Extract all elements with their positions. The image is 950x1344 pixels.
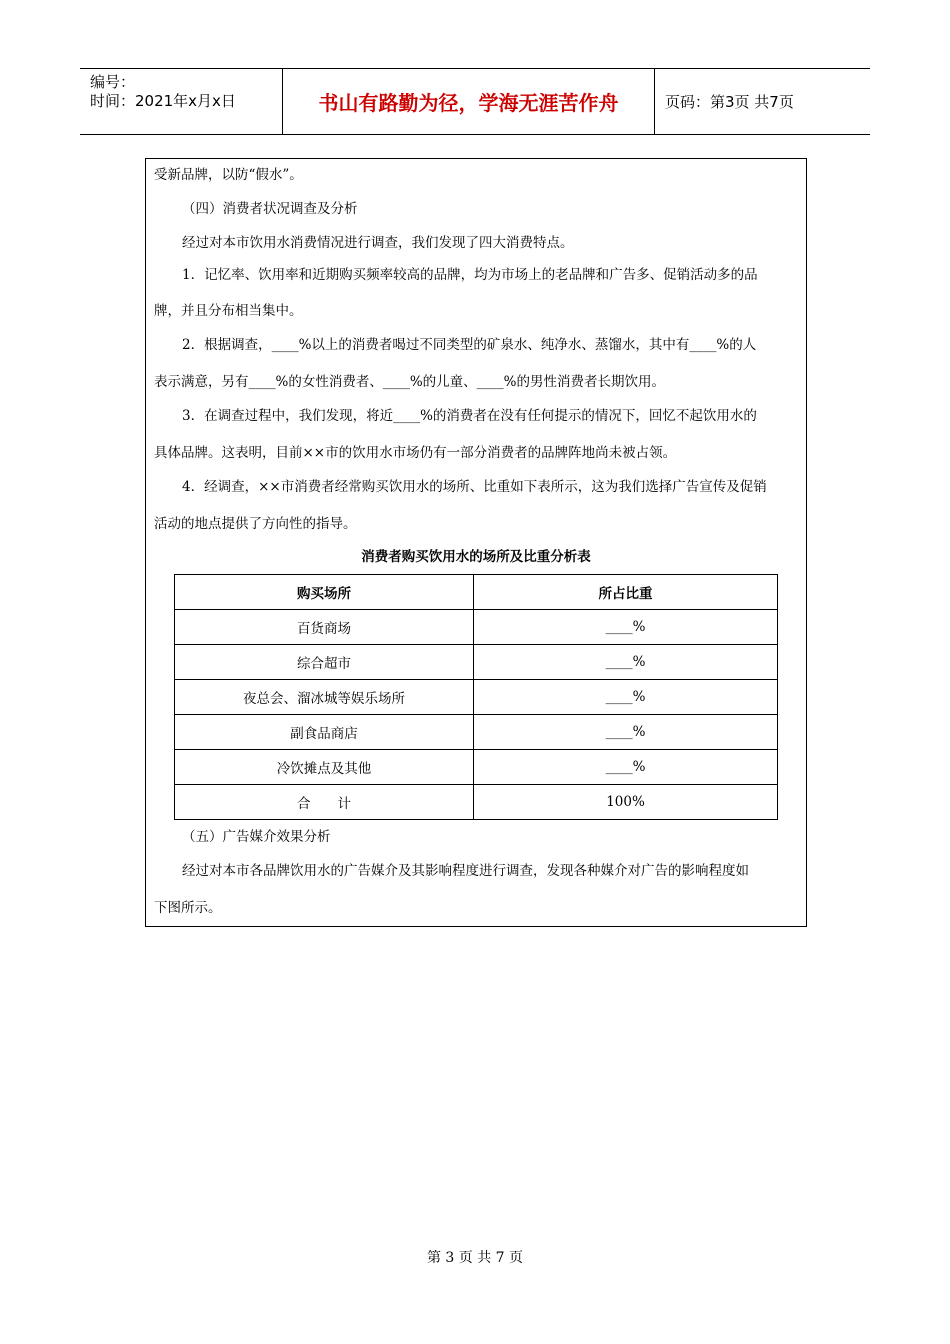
header-page-info: 页码：第3页 共7页 <box>665 93 794 111</box>
paragraph: 1．记忆率、饮用率和近期购买频率较高的品牌，均为市场上的老品牌和广告多、促销活动多的品 <box>182 267 758 283</box>
content-frame <box>145 158 807 927</box>
page-footer: 第 3 页 共 7 页 <box>426 1250 524 1266</box>
share-cell: ____% <box>474 750 778 785</box>
paragraph: 2．根据调查，____%以上的消费者喝过不同类型的矿泉水、纯净水、蒸馏水，其中有____%的人 <box>182 337 757 353</box>
paragraph: 表示满意，另有____%的女性消费者、____%的儿童、____%的男性消费者长期饮用。 <box>154 374 665 390</box>
share-cell: ____% <box>474 680 778 715</box>
header-meta <box>80 69 282 134</box>
share-cell: ____% <box>474 610 778 645</box>
table-row <box>175 680 778 715</box>
location-cell: 夜总会、溜冰城等娱乐场所 <box>175 680 474 715</box>
location-cell: 冷饮摊点及其他 <box>175 750 474 785</box>
paragraph: 3．在调查过程中，我们发现，将近____%的消费者在没有任何提示的情况下，回忆不起饮用水的 <box>182 408 757 424</box>
paragraph: 受新品牌，以防“假水”。 <box>154 167 303 183</box>
paragraph: 活动的地点提供了方向性的指导。 <box>154 516 357 532</box>
table-header-row <box>175 575 778 610</box>
location-cell: 百货商场 <box>175 610 474 645</box>
purchase-location-table <box>174 574 778 820</box>
share-cell: ____% <box>474 715 778 750</box>
table-total-row <box>175 785 778 820</box>
paragraph: 下图所示。 <box>154 900 222 916</box>
location-cell: 综合超市 <box>175 645 474 680</box>
table-row <box>175 645 778 680</box>
section-heading: （五）广告媒介效果分析 <box>182 829 331 845</box>
paragraph: 牌，并且分布相当集中。 <box>154 303 303 319</box>
number-label: 编号： <box>90 73 136 91</box>
column-header: 所占比重 <box>474 575 778 610</box>
paragraph: 具体品牌。这表明，目前××市的饮用水市场仍有一部分消费者的品牌阵地尚未被占领。 <box>154 445 677 461</box>
table-row <box>175 715 778 750</box>
total-value-cell: 100% <box>474 785 778 820</box>
section-heading: （四）消费者状况调查及分析 <box>182 201 358 217</box>
paragraph: 4．经调查，××市消费者经常购买饮用水的场所、比重如下表所示，这为我们选择广告宣传及促销 <box>182 479 767 495</box>
header-motto: 书山有路勤为径，学海无涯苦作舟 <box>282 69 655 134</box>
column-header: 购买场所 <box>175 575 474 610</box>
total-label-cell: 合 计 <box>175 785 474 820</box>
table-row <box>175 610 778 645</box>
location-cell: 副食品商店 <box>175 715 474 750</box>
page-header <box>80 68 870 135</box>
date-line: 时间：2021年x月x日 <box>90 92 236 110</box>
table-row <box>175 750 778 785</box>
paragraph: 经过对本市各品牌饮用水的广告媒介及其影响程度进行调查，发现各种媒介对广告的影响程度如 <box>182 863 749 879</box>
share-cell: ____% <box>474 645 778 680</box>
paragraph: 经过对本市饮用水消费情况进行调查，我们发现了四大消费特点。 <box>182 235 574 251</box>
table-title: 消费者购买饮用水的场所及比重分析表 <box>361 549 591 565</box>
